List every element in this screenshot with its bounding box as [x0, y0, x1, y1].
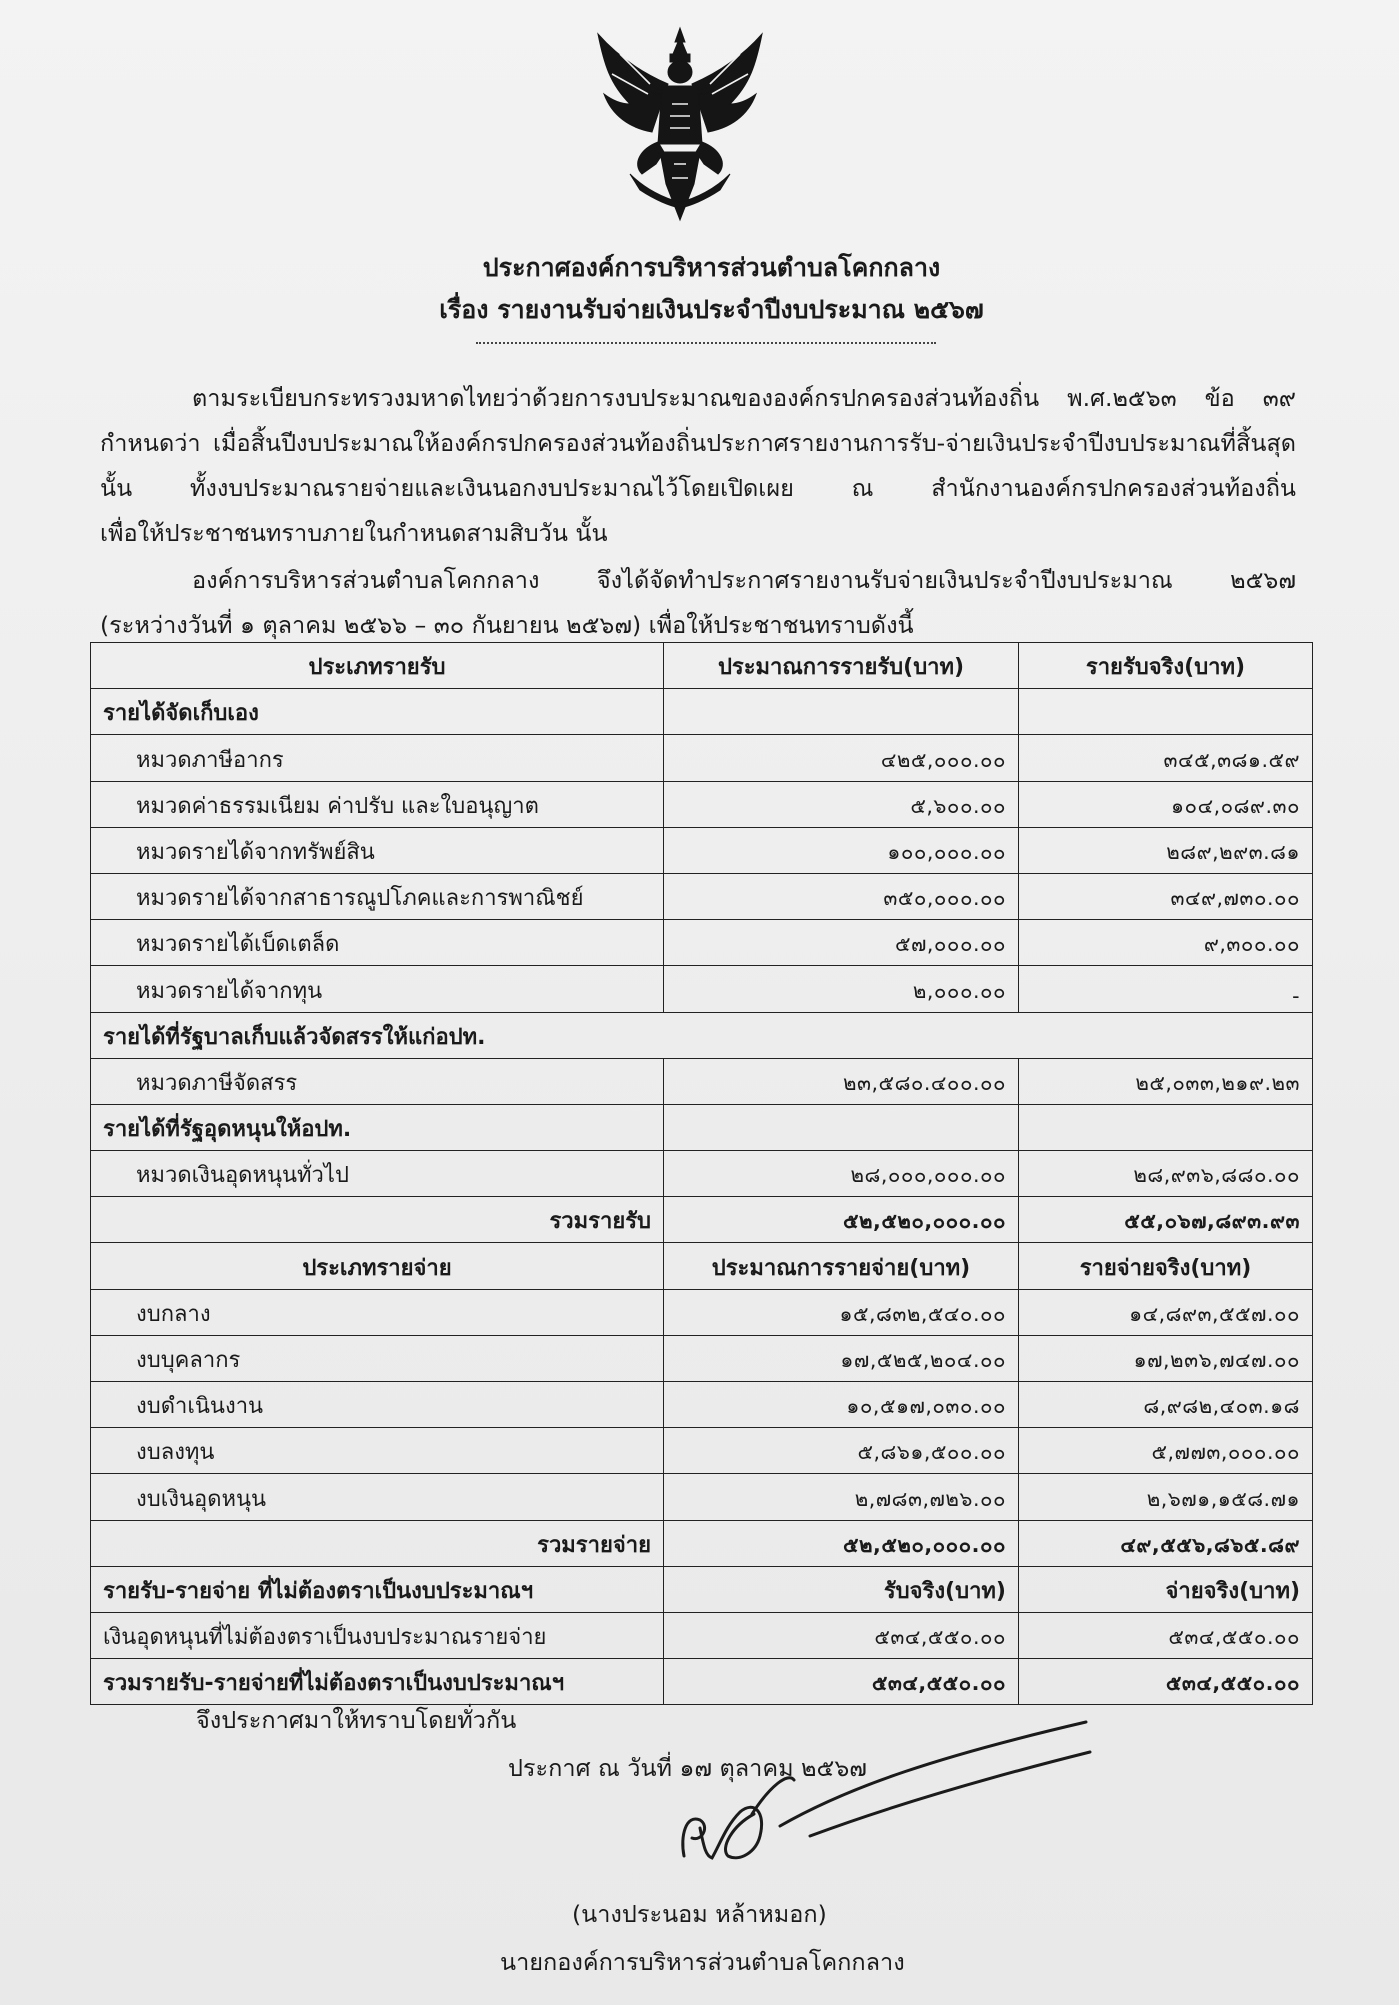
- income-total-label: รวมรายรับ: [91, 1197, 664, 1243]
- signer-name: (นางประนอม หล้าหมอก): [572, 1900, 827, 1928]
- income-total-actual: ๕๕,๐๖๗,๘๙๓.๙๓: [1019, 1197, 1313, 1243]
- table-row: [91, 920, 1313, 966]
- expense-item-actual: ๑๔,๘๙๓,๕๕๗.๐๐: [1019, 1289, 1313, 1335]
- offbudget-total-label: รวมรายรับ-รายจ่ายที่ไม่ต้องตราเป็นงบประมาณฯ: [91, 1659, 664, 1705]
- income-item-estimate: ๒,๐๐๐.๐๐: [664, 966, 1019, 1012]
- expense-item-estimate: ๒,๗๘๓,๗๒๖.๐๐: [664, 1474, 1019, 1520]
- income-item-estimate: ๕๗,๐๐๐.๐๐: [664, 920, 1019, 966]
- income-item-actual: -: [1019, 966, 1313, 1012]
- expense-total-actual: ๔๙,๕๕๖,๘๖๕.๘๙: [1019, 1520, 1313, 1566]
- offbudget-header: รายรับ-รายจ่าย ที่ไม่ต้องตราเป็นงบประมาณฯ: [91, 1566, 664, 1612]
- table-row: [91, 1104, 1313, 1150]
- expense-item-label: งบดำเนินงาน: [91, 1382, 664, 1428]
- offbudget-total-paid: ๕๓๔,๕๕๐.๐๐: [1019, 1659, 1313, 1705]
- income-total-estimate: ๕๒,๕๒๐,๐๐๐.๐๐: [664, 1197, 1019, 1243]
- income-item-label: หมวดเงินอุดหนุนทั่วไป: [91, 1151, 664, 1197]
- table-row: [91, 1659, 1313, 1705]
- income-estimate-header: ประมาณการรายรับ(บาท): [664, 643, 1019, 689]
- expense-item-actual: ๕,๗๗๓,๐๐๐.๐๐: [1019, 1428, 1313, 1474]
- income-item-estimate: ๓๕๐,๐๐๐.๐๐: [664, 873, 1019, 919]
- income-item-estimate: ๑๐๐,๐๐๐.๐๐: [664, 827, 1019, 873]
- income-item-actual: ๓๔๕,๓๘๑.๕๙: [1019, 735, 1313, 781]
- signer-position: นายกองค์การบริหารส่วนตำบลโคกกลาง: [500, 1948, 905, 1976]
- table-row: [91, 1612, 1313, 1658]
- income-item-actual: ๙,๓๐๐.๐๐: [1019, 920, 1313, 966]
- table-row: [91, 1243, 1313, 1289]
- expense-item-actual: ๒,๖๗๑,๑๕๘.๗๑: [1019, 1474, 1313, 1520]
- income-item-label: หมวดรายได้จากทุน: [91, 966, 664, 1012]
- expense-total-label: รวมรายจ่าย: [91, 1520, 664, 1566]
- income-item-estimate: ๕,๖๐๐.๐๐: [664, 781, 1019, 827]
- income-group-label: รายได้จัดเก็บเอง: [91, 689, 664, 735]
- income-item-label: หมวดภาษีจัดสรร: [91, 1058, 664, 1104]
- income-group-label: รายได้ที่รัฐอุดหนุนให้อปท.: [91, 1104, 664, 1150]
- table-row: [91, 735, 1313, 781]
- table-row: [91, 1335, 1313, 1381]
- income-item-label: หมวดค่าธรรมเนียม ค่าปรับ และใบอนุญาต: [91, 781, 664, 827]
- offbudget-item-label: เงินอุดหนุนที่ไม่ต้องตราเป็นงบประมาณรายจ่าย: [91, 1612, 664, 1658]
- expense-total-estimate: ๕๒,๕๒๐,๐๐๐.๐๐: [664, 1520, 1019, 1566]
- report-paragraph: [100, 558, 1296, 648]
- announcement-subject: เรื่อง รายงานรับจ่ายเงินประจำปีงบประมาณ ๒๕๖๗: [439, 295, 984, 324]
- announcement-date: ประกาศ ณ วันที่ ๑๗ ตุลาคม ๒๕๖๗: [508, 1754, 867, 1782]
- table-row: [91, 1382, 1313, 1428]
- table-row: [91, 1520, 1313, 1566]
- expense-item-estimate: ๑๕,๘๓๒,๕๔๐.๐๐: [664, 1289, 1019, 1335]
- expense-estimate-header: ประมาณการรายจ่าย(บาท): [664, 1243, 1019, 1289]
- income-item-actual: ๒๘,๙๓๖,๘๘๐.๐๐: [1019, 1151, 1313, 1197]
- income-expense-table: [90, 642, 1313, 1705]
- expense-item-estimate: ๑๐,๕๑๗,๐๓๐.๐๐: [664, 1382, 1019, 1428]
- handwritten-signature-icon: [670, 1716, 1110, 1876]
- table-row: [91, 1058, 1313, 1104]
- expense-item-label: งบกลาง: [91, 1289, 664, 1335]
- income-item-actual: ๒๕,๐๓๓,๒๑๙.๒๓: [1019, 1058, 1313, 1104]
- table-row: [91, 689, 1313, 735]
- income-item-label: หมวดรายได้จากสาธารณูปโภคและการพาณิชย์: [91, 873, 664, 919]
- expense-item-estimate: ๕,๘๖๑,๕๐๐.๐๐: [664, 1428, 1019, 1474]
- income-type-header: ประเภทรายรับ: [91, 643, 664, 689]
- report-paragraph-line2: (ระหว่างวันที่ ๑ ตุลาคม ๒๕๖๖ – ๓๐ กันยายน ๒๕๖๗) เพื่อให้ประชาชนทราบดังนี้: [100, 611, 914, 639]
- intro-paragraph: [100, 376, 1296, 556]
- expense-item-actual: ๑๗,๒๓๖,๗๔๗.๐๐: [1019, 1335, 1313, 1381]
- report-paragraph-line1: องค์การบริหารส่วนตำบลโคกกลาง จึงได้จัดทำประกาศรายงานรับจ่ายเงินประจำปีงบประมาณ ๒๕๖๗: [192, 566, 1296, 594]
- income-item-label: หมวดรายได้เบ็ดเตล็ด: [91, 920, 664, 966]
- offbudget-total-received: ๕๓๔,๕๕๐.๐๐: [664, 1659, 1019, 1705]
- table-row: [91, 873, 1313, 919]
- expense-actual-header: รายจ่ายจริง(บาท): [1019, 1243, 1313, 1289]
- income-item-actual: ๒๘๙,๒๙๓.๘๑: [1019, 827, 1313, 873]
- offbudget-paid-header: จ่ายจริง(บาท): [1019, 1566, 1313, 1612]
- intro-paragraph-last-line: เพื่อให้ประชาชนทราบภายในกำหนดสามสิบวัน นั้น: [100, 519, 608, 547]
- offbudget-item-paid: ๕๓๔,๕๕๐.๐๐: [1019, 1612, 1313, 1658]
- table-row: [91, 827, 1313, 873]
- expense-item-actual: ๘,๙๘๒,๔๐๓.๑๘: [1019, 1382, 1313, 1428]
- expense-item-label: งบเงินอุดหนุน: [91, 1474, 664, 1520]
- table-row: [91, 1474, 1313, 1520]
- table-row: [91, 1012, 1313, 1058]
- income-item-estimate: ๒๓,๕๘๐.๔๐๐.๐๐: [664, 1058, 1019, 1104]
- intro-paragraph-text: ตามระเบียบกระทรวงมหาดไทยว่าด้วยการงบประมาณขององค์กรปกครองส่วนท้องถิ่น พ.ศ.๒๕๖๓ ข้อ ๓๙ กำหนดว่า เมื่อสิ้นปีงบประมาณให้องค์กรปกครองส่วนท้องถิ่นประกาศรายงานการรับ-จ่ายเงินประจำปีงบประมาณที่สิ้นสุดนั้น ทั้งงบประมาณรายจ่ายและเงินนอกงบประมาณไว้โดยเปิดเผย ณ สำนักงานองค์กรปกครองส่วนท้องถิ่น: [100, 384, 1296, 502]
- garuda-emblem-icon: [590, 24, 770, 224]
- income-actual-header: รายรับจริง(บาท): [1019, 643, 1313, 689]
- table-row: [91, 966, 1313, 1012]
- income-item-label: หมวดภาษีอากร: [91, 735, 664, 781]
- table-row: [91, 1151, 1313, 1197]
- income-group-label: รายได้ที่รัฐบาลเก็บแล้วจัดสรรให้แก่อปท.: [91, 1012, 1019, 1058]
- income-item-actual: ๓๔๙,๗๓๐.๐๐: [1019, 873, 1313, 919]
- expense-type-header: ประเภทรายจ่าย: [91, 1243, 664, 1289]
- table-row: [91, 643, 1313, 689]
- expense-item-label: งบบุคลากร: [91, 1335, 664, 1381]
- table-row: [91, 1428, 1313, 1474]
- announcement-title: ประกาศองค์การบริหารส่วนตำบลโคกกลาง: [482, 253, 941, 282]
- table-row: [91, 781, 1313, 827]
- offbudget-received-header: รับจริง(บาท): [664, 1566, 1019, 1612]
- dotted-divider: [476, 342, 936, 344]
- table-row: [91, 1566, 1313, 1612]
- income-item-actual: ๑๐๔,๐๘๙.๓๐: [1019, 781, 1313, 827]
- table-row: [91, 1289, 1313, 1335]
- offbudget-item-received: ๕๓๔,๕๕๐.๐๐: [664, 1612, 1019, 1658]
- table-row: [91, 1197, 1313, 1243]
- expense-item-estimate: ๑๗,๕๒๕,๒๐๔.๐๐: [664, 1335, 1019, 1381]
- income-item-estimate: ๔๒๕,๐๐๐.๐๐: [664, 735, 1019, 781]
- income-item-label: หมวดรายได้จากทรัพย์สิน: [91, 827, 664, 873]
- closing-announcement: จึงประกาศมาให้ทราบโดยทั่วกัน: [196, 1706, 517, 1734]
- income-item-estimate: ๒๘,๐๐๐,๐๐๐.๐๐: [664, 1151, 1019, 1197]
- expense-item-label: งบลงทุน: [91, 1428, 664, 1474]
